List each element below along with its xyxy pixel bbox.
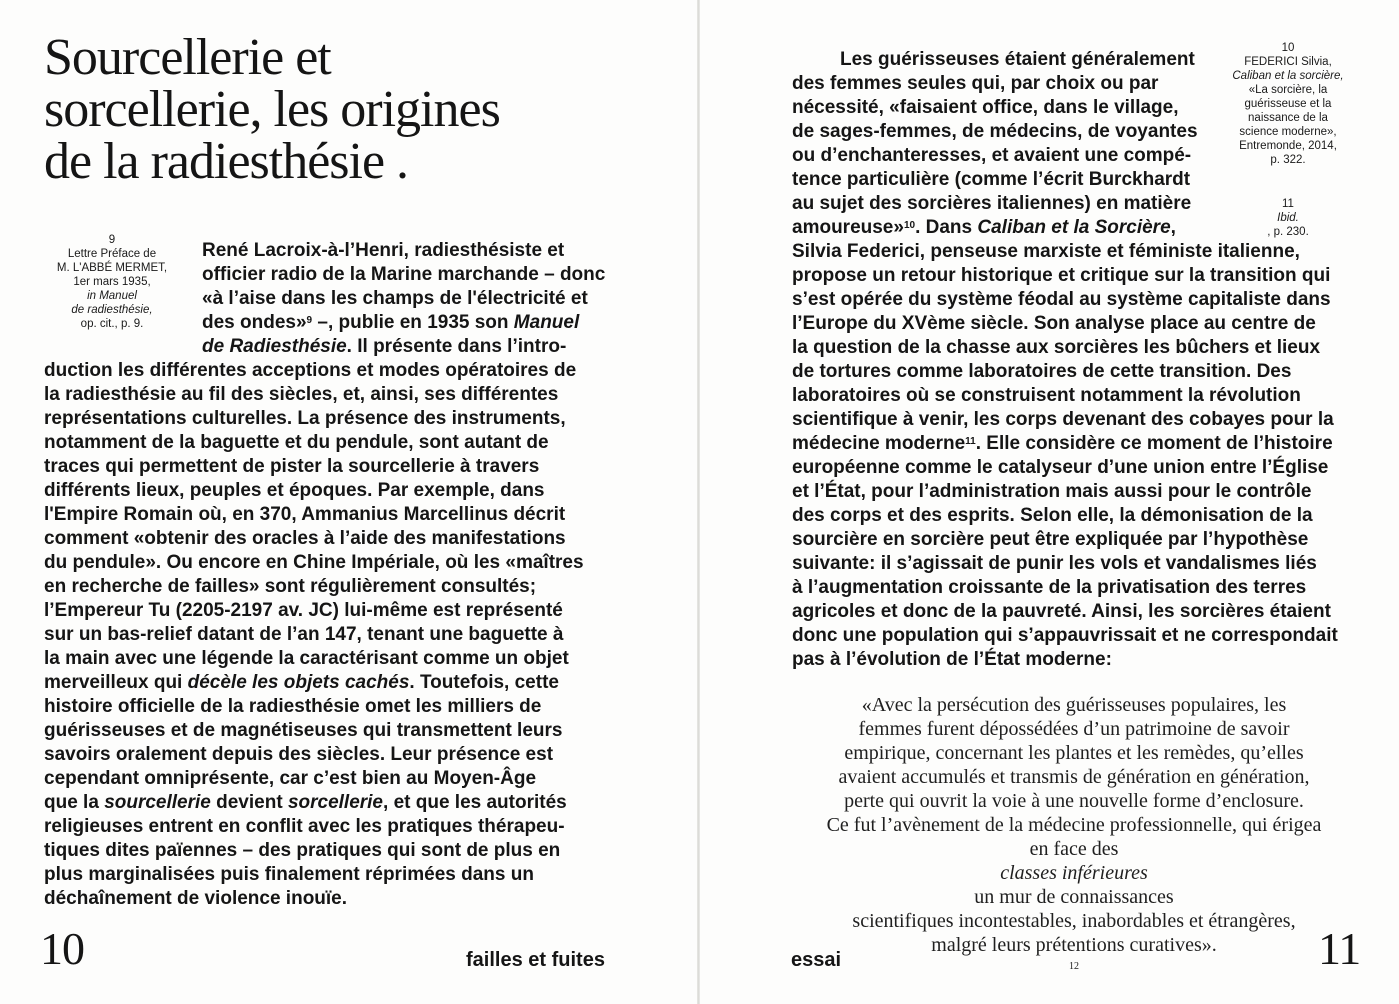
text-line [792,432,1362,456]
footnote-line: p. 322. [1270,154,1306,166]
footnote-number: 11 [1282,198,1294,210]
text-line: propose un retour historique et critique sur la transition qui [792,265,1331,286]
text-line: des femmes seules qui, par choix ou par [792,73,1159,94]
footnote-line: de radiesthésie, [71,304,153,316]
text-line: l’Empereur Tu (2205-2197 av. JC) lui-même est représenté [44,600,563,621]
text-line: de tortures comme laboratoires de cette transition. Des [792,361,1292,382]
text-run-italic: décèle les objets cachés [187,672,410,693]
text-run: des ondes» [202,312,307,333]
title-line: sorcellerie, les origines [44,81,500,138]
footnote-run: , p. 230. [1267,226,1309,238]
text-line: notamment de la baguette et du pendule, sont autant de [44,432,549,453]
footnote-10 [1218,41,1358,167]
text-line: l’Europe du XVème siècle. Son analyse place au centre de [792,313,1316,334]
text-line: ou d’enchanteresses, et avaient une compé- [792,145,1192,166]
text-run: merveilleux qui [44,672,188,693]
footnote-ref-10[interactable]: 10 [903,220,916,231]
footnote-line: Lettre Préface de [67,248,157,260]
text-line: la main avec une légende la caractérisant comme un objet [44,648,569,669]
text-run-italic: sorcellerie [287,792,384,813]
text-line [44,791,614,815]
text-line: au sujet des sorcières italiennes) en matière [792,193,1192,214]
text-line: savoirs oralement depuis des siècles. Leur présence est [44,744,554,765]
text-line: tence particulière (comme l’écrit Burckhardt [792,169,1191,190]
quote-run: un mur de connaissances [974,886,1174,908]
text-line: du pendule». Ou encore en Chine Impériale, où les «maîtres [44,552,584,573]
footnote-line: M. L'ABBÉ MERMET, [56,262,168,274]
text-line: traces qui permettent de pister la sourcellerie à travers [44,456,540,477]
text-line: déchaînement de violence inouïe. [44,888,348,909]
quote-line: avaient accumulés et transmis de génération en génération, [838,766,1310,788]
text-line: laboratoires où se construisent notamment la révolution [792,385,1301,406]
text-run: –, publie en 1935 son [317,312,514,333]
text-line: suivante: il s’agissait de punir les vols et vandalismes liés [792,553,1317,574]
text-line: «à l’aise dans les champs de l'électricité et [202,288,588,309]
text-line: à l’augmentation croissante de la privatisation des terres [792,577,1307,598]
footnote-ref-11[interactable]: 11 [965,436,976,447]
text-line: s’est opérée du système féodal au système capitaliste dans [792,289,1331,310]
quote-line: perte qui ouvrit la voie à une nouvelle forme d’enclosure. [844,790,1304,812]
text-line [44,311,614,335]
text-run-italic: Manuel [513,312,580,333]
text-line: et l’État, pour l’administration mais aussi pour le contrôle [792,481,1312,502]
text-run-italic: sourcellerie [104,792,211,813]
quote-run: en face des [1029,838,1119,860]
footnote-line: «La sorcière, la [1248,84,1328,96]
text-line: comment «obtenir des oracles à l’aide des manifestations [44,528,566,549]
text-line: la radiesthésie au fil des siècles, et, ainsi, ses différentes [44,384,559,405]
quote-line: femmes furent dépossédées d’un patrimoine de savoir [858,718,1290,740]
essay-body-left [44,239,614,911]
quote-line: empirique, concernant les plantes et les remèdes, qu’elles [844,742,1304,764]
text-line: scientifique à venir, les corps devenant des cobayes pour la [792,409,1334,430]
text-line: tiques dites païennes – des pratiques qui sont de plus en [44,840,561,861]
footnote-ibid: Ibid. [1277,212,1299,224]
page-number-left: 10 [40,923,84,974]
text-line: nécessité, «faisaient office, dans le village, [792,97,1179,118]
footnote-11 [1218,197,1358,239]
footnote-line: op. cit., p. 9. [80,318,144,330]
text-line: cependant omniprésente, car c’est bien au Moyen-Âge [44,768,537,789]
text-line: en recherche de failles» sont régulièrement consultés; [44,576,537,597]
chapter-title [44,29,644,190]
footnote-ref-12[interactable]: 12 [1069,961,1079,972]
text-line: Silvia Federici, penseuse marxiste et féministe italienne, [792,241,1300,262]
text-run: , et que les autorités [383,792,567,813]
footnote-number: 10 [1281,42,1295,54]
footnote-ref-9[interactable]: 9 [306,315,313,326]
text-line [44,335,614,359]
text-line: différents lieux, peuples et époques. Par exemple, dans [44,480,545,501]
text-run: . Il présente dans l’intro- [346,336,567,357]
text-line: donc une population qui s’appauvrissait et ne correspondait [792,625,1338,646]
running-title-left: failles et fuites [466,949,605,971]
text-line [44,671,614,695]
text-run: médecine moderne [792,433,966,454]
text-line: des corps et des esprits. Selon elle, la démonisation de la [792,505,1313,526]
text-run: . Dans [915,217,978,238]
text-run: que la [44,792,105,813]
text-line: officier radio de la Marine marchande – donc [202,264,606,285]
text-run-italic: de Radiesthésie [202,336,347,357]
running-title-right: essai [791,949,842,971]
text-run: . Elle considère ce moment de l’histoire [975,433,1333,454]
quote-line: Ce fut l’avènement de la médecine professionnelle, qui érigea [826,814,1322,836]
footnote-line: FEDERICI Silvia, [1244,56,1332,68]
text-line: religieuses entrent en conflit avec les pratiques thérapeu- [44,816,565,837]
title-line: de la radiesthésie . [44,133,409,190]
text-line: Les guérisseuses étaient généralement [840,49,1195,70]
text-line: agricoles et donc de la pauvreté. Ainsi, les sorcières étaient [792,601,1331,622]
footnote-line [1218,211,1358,239]
quote-line: scientifiques incontestables, inabordables et étrangères, [852,910,1296,932]
text-line: histoire officielle de la radiesthésie omet les milliers de [44,696,542,717]
text-line: plus marginalisées puis finalement réprimées dans un [44,864,534,885]
footnote-line: guérisseuse et la [1244,98,1332,110]
quote-run-italic: classes inférieures [1000,862,1148,884]
footnote-line: Caliban et la sorcière, [1232,70,1344,82]
title-line: Sourcellerie et [44,29,331,86]
footnote-number: 9 [108,234,116,246]
text-line: l'Empire Romain où, en 370, Ammanius Marcellinus décrit [44,504,566,525]
text-run: devient [210,792,288,813]
footnote-line: science moderne», [1239,126,1337,138]
quote-line [772,837,1376,909]
text-line: européenne comme le catalyseur d’une union entre l’Église [792,457,1329,478]
text-run: . Toutefois, cette [409,672,559,693]
text-line: guérisseuses et de magnétiseuses qui transmettent leurs [44,720,563,741]
text-run: amoureuse» [792,217,904,238]
text-line: pas à l’évolution de l’État moderne: [792,649,1112,670]
text-line: sur un bas-relief datant de l’an 147, tenant une baguette à [44,624,564,645]
text-line: de sages-femmes, de médecins, de voyantes [792,121,1198,142]
text-line: René Lacroix-à-l’Henri, radiesthésiste et [202,240,565,261]
text-run-italic: Caliban et la Sorcière [977,217,1171,238]
block-quote [772,693,1376,981]
footnote-line: Entremonde, 2014, [1239,140,1337,152]
footnote-line: in Manuel [87,290,137,302]
footnote-line: 1er mars 1935, [73,276,151,288]
quote-line: «Avec la persécution des guérisseuses populaires, les [861,694,1287,716]
text-line: sourcière en sorcière peut être expliquée par l’hypothèse [792,529,1309,550]
page-number-right: 11 [1318,923,1361,974]
text-line: duction les différentes acceptions et modes opératoires de [44,360,577,381]
quote-run: malgré leurs prétentions curatives». [931,934,1217,956]
text-run: , [1170,217,1176,238]
text-line: représentations culturelles. La présence des instruments, [44,408,566,429]
footnote-line: naissance de la [1248,112,1328,124]
quote-line [772,933,1376,981]
book-gutter [697,0,700,1004]
text-line: la question de la chasse aux sorcières les bûchers et lieux [792,337,1321,358]
